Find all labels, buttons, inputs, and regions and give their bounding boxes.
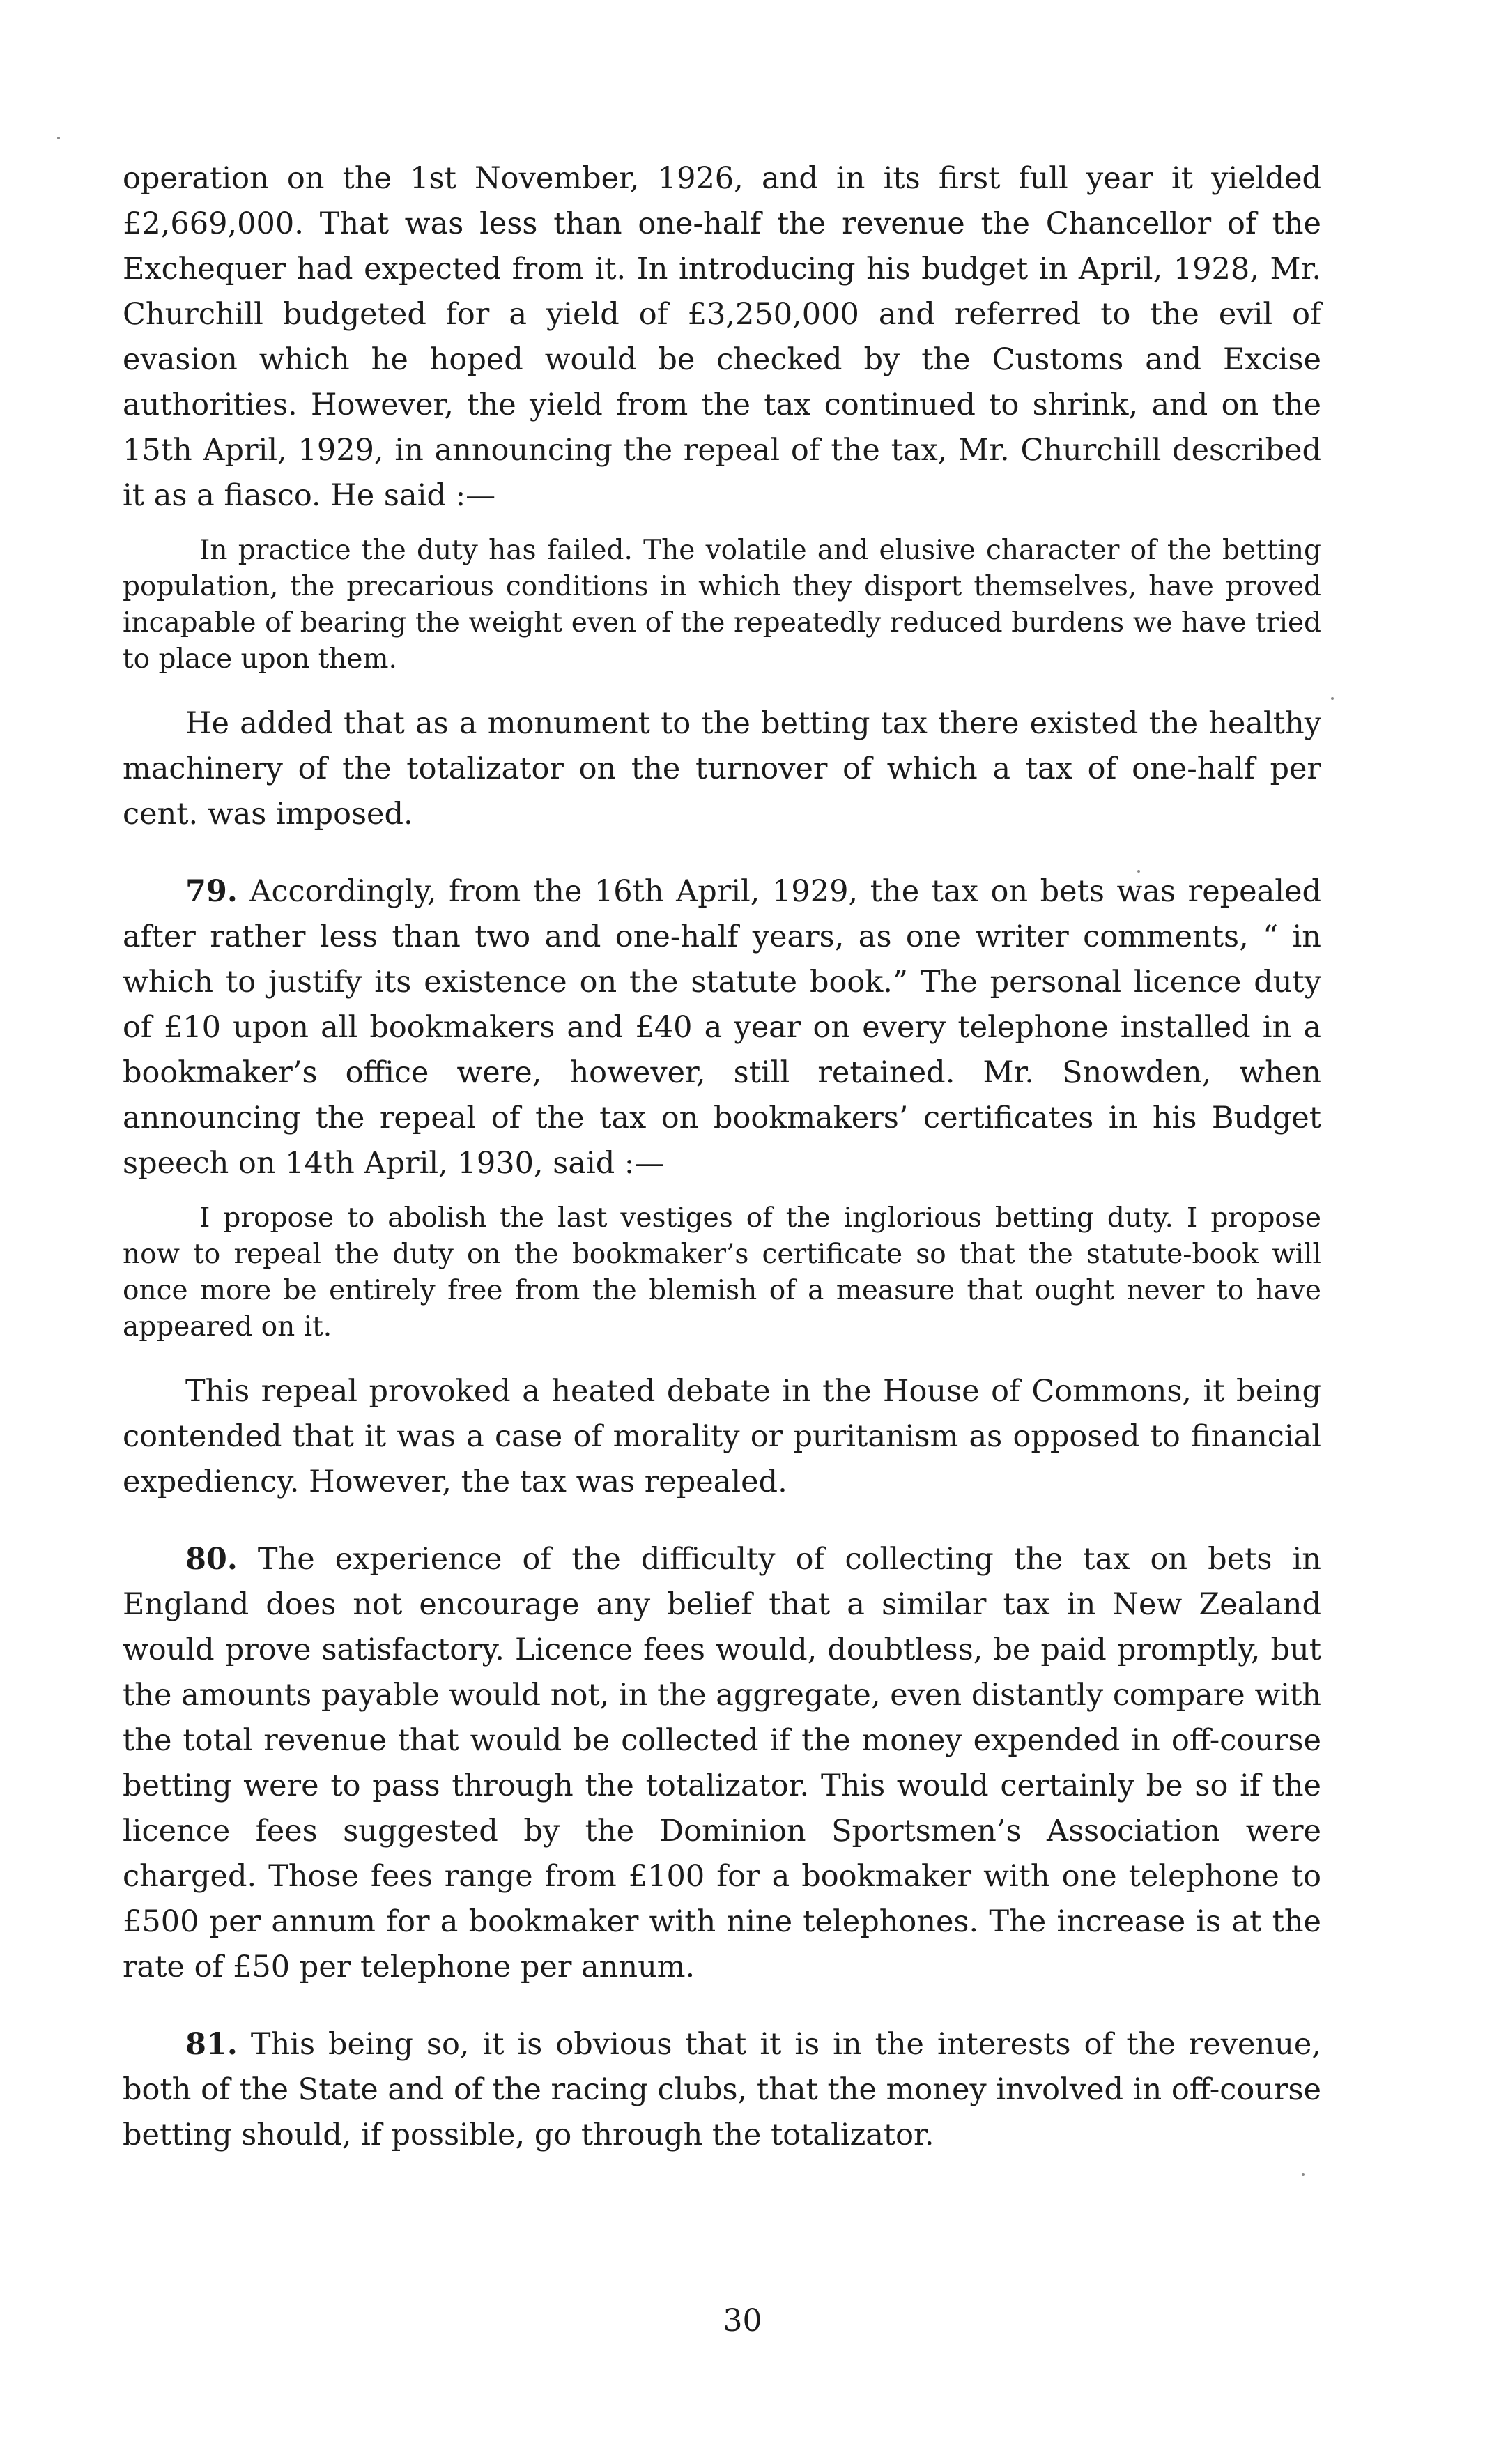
paragraph-number: 79. [185, 874, 238, 909]
scan-speck [57, 137, 60, 139]
paragraph-80 [123, 1537, 1321, 1990]
paragraph-text: Accordingly, from the 16th April, 1929, the tax on bets was repealed after rather less than two and one-half years, as one writer comments, “ in which to justify its existence on the statute book.” The personal licence duty of £10 upon all bookmakers and £40 a year on every telephone installed in a bookmaker’s office were, however, still retained. Mr. Snowden, when announcing the repeal of the tax on bookmakers’ certificates in his Budget speech on 14th April, 1930, said :— [123, 874, 1321, 1181]
paragraph-continuation: operation on the 1st November, 1926, and in its first full year it yielded £2,669,000. That was less than one-half the revenue the Chancellor of the Exchequer had expected from it. In introducing his budget in April, 1928, Mr. Churchill budgeted for a yield of £3,250,000 and referred to the evil of evasion which he hoped would be checked by the Customs and Excise authorities. However, the yield from the tax continued to shrink, and on the 15th April, 1929, in announcing the repeal of the tax, Mr. Churchill described it as a fiasco. He said :— [123, 161, 1321, 513]
scan-speck [1331, 697, 1334, 700]
paragraph-number: 80. [185, 1542, 238, 1577]
quotation-churchill: In practice the duty has failed. The volatile and elusive character of the betting population, the precarious conditions in which they disport themselves, have proved incapable of bearing the weight even of the repeatedly reduced burdens we have tried to place upon them. [123, 535, 1321, 675]
scan-speck [1302, 2173, 1305, 2176]
paragraph-81 [123, 2022, 1321, 2158]
paragraph-monument: He added that as a monument to the betting tax there existed the healthy machinery of the totalizator on the turnover of which a tax of one-half per cent. was imposed. [123, 706, 1321, 832]
paragraph-number: 81. [185, 2027, 238, 2062]
paragraph-repeal-debate: This repeal provoked a heated debate in the House of Commons, it being contended that it was a case of morality or puritanism as opposed to financial expediency. However, the tax was repealed. [123, 1374, 1321, 1499]
page-body [123, 156, 1321, 2158]
quotation-snowden: I propose to abolish the last vestiges of the inglorious betting duty. I propose now to repeal the duty on the bookmaker’s certificate so that the statute-book will once more be entirely free from the blemish of a measure that ought never to have appeared on it. [123, 1202, 1321, 1342]
paragraph-text: This being so, it is obvious that it is in the interests of the revenue, both of the State and of the racing clubs, that the money involved in off-course betting should, if possible, go through the totalizator. [123, 2027, 1322, 2152]
paragraph-text: The experience of the difficulty of collecting the tax on bets in England does not encourage any belief that a similar tax in New Zealand would prove satisfactory. Licence fees would, doubtless, be paid promptly, but the amounts payable would not, in the aggregate, even distantly compare with the total revenue that would be collected if the money expended in off-course betting were to pass through the totalizator. This would certainly be so if the licence fees suggested by the Dominion Sportsmen’s Association were charged. Those fees range from £100 for a bookmaker with one telephone to £500 per annum for a bookmaker with nine telephones. The increase is at the rate of £50 per telephone per annum. [123, 1542, 1321, 1984]
scan-speck [1137, 870, 1140, 873]
page-number: 30 [723, 2303, 762, 2339]
paragraph-79 [123, 869, 1321, 1186]
